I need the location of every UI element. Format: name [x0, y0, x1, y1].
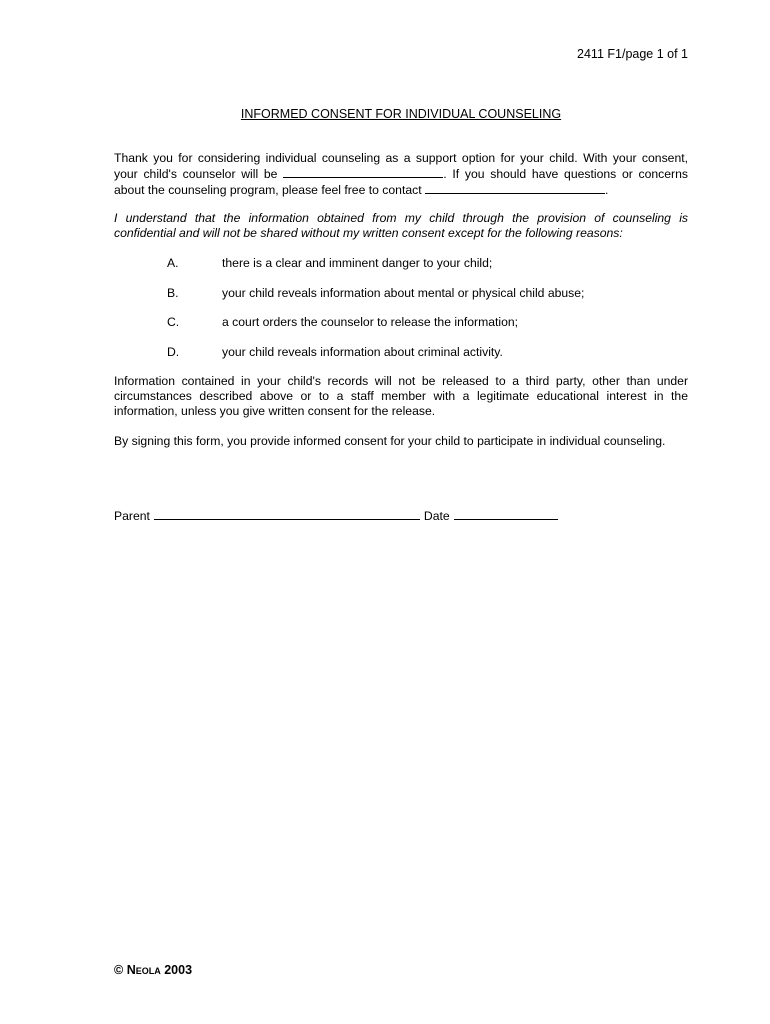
- intro-line-2: [114, 166, 688, 182]
- counselor-name-blank[interactable]: [283, 166, 443, 178]
- copyright-icon: ©: [114, 963, 124, 977]
- understand-line-1: I understand that the information obtained from my child through the provision of counseling is: [114, 211, 688, 225]
- records-line-3: information, unless you give written consent for the release.: [114, 404, 436, 418]
- parent-signature-field[interactable]: [154, 508, 420, 520]
- reason-text: a court orders the counselor to release the information;: [222, 315, 519, 329]
- understand-paragraph: [114, 211, 688, 241]
- page-number: 2411 F1/page 1 of 1: [577, 47, 688, 61]
- intro-line-2-start: your child's counselor will be: [114, 167, 278, 181]
- reason-item: [0, 345, 770, 360]
- records-line-2: circumstances described above or to a staff member with a legitimate educational interest in the: [114, 389, 688, 403]
- signing-statement: By signing this form, you provide informed consent for your child to participate in individual counseling.: [114, 434, 666, 448]
- copyright-year: 2003: [164, 963, 193, 977]
- intro-line-3-start: about the counseling program, please feel free to contact: [114, 183, 422, 197]
- intro-line-3-end: .: [604, 183, 609, 197]
- date-label: Date: [423, 509, 450, 523]
- intro-line-1: Thank you for considering individual counseling as a support option for your child. With your consent,: [114, 151, 688, 165]
- intro-line-2-end: . If you should have questions or concerns: [443, 167, 688, 181]
- copyright-notice: [114, 963, 192, 978]
- reason-item: [0, 256, 770, 271]
- contact-name-blank[interactable]: [425, 182, 605, 194]
- reason-text: your child reveals information about mental or physical child abuse;: [222, 286, 585, 300]
- records-paragraph: [114, 374, 688, 419]
- reason-letter: D.: [167, 345, 180, 359]
- reason-letter: C.: [167, 315, 180, 329]
- reason-item: [0, 315, 770, 330]
- parent-label: Parent: [114, 509, 150, 523]
- records-line-1: Information contained in your child's records will not be released to a third party, other than under: [114, 374, 688, 388]
- copyright-owner: Neola: [126, 963, 161, 977]
- reason-item: [0, 286, 770, 301]
- reason-text: your child reveals information about criminal activity.: [222, 345, 503, 359]
- signature-row: [114, 508, 558, 524]
- intro-line-3: [114, 182, 688, 198]
- understand-line-2: confidential and will not be shared without my written consent except for the following reasons:: [114, 226, 623, 240]
- reason-letter: A.: [167, 256, 179, 270]
- reason-text: there is a clear and imminent danger to your child;: [222, 256, 493, 270]
- reason-letter: B.: [167, 286, 179, 300]
- document-title: INFORMED CONSENT FOR INDIVIDUAL COUNSELING: [240, 107, 562, 121]
- intro-paragraph: [114, 151, 688, 198]
- date-field[interactable]: [454, 508, 558, 520]
